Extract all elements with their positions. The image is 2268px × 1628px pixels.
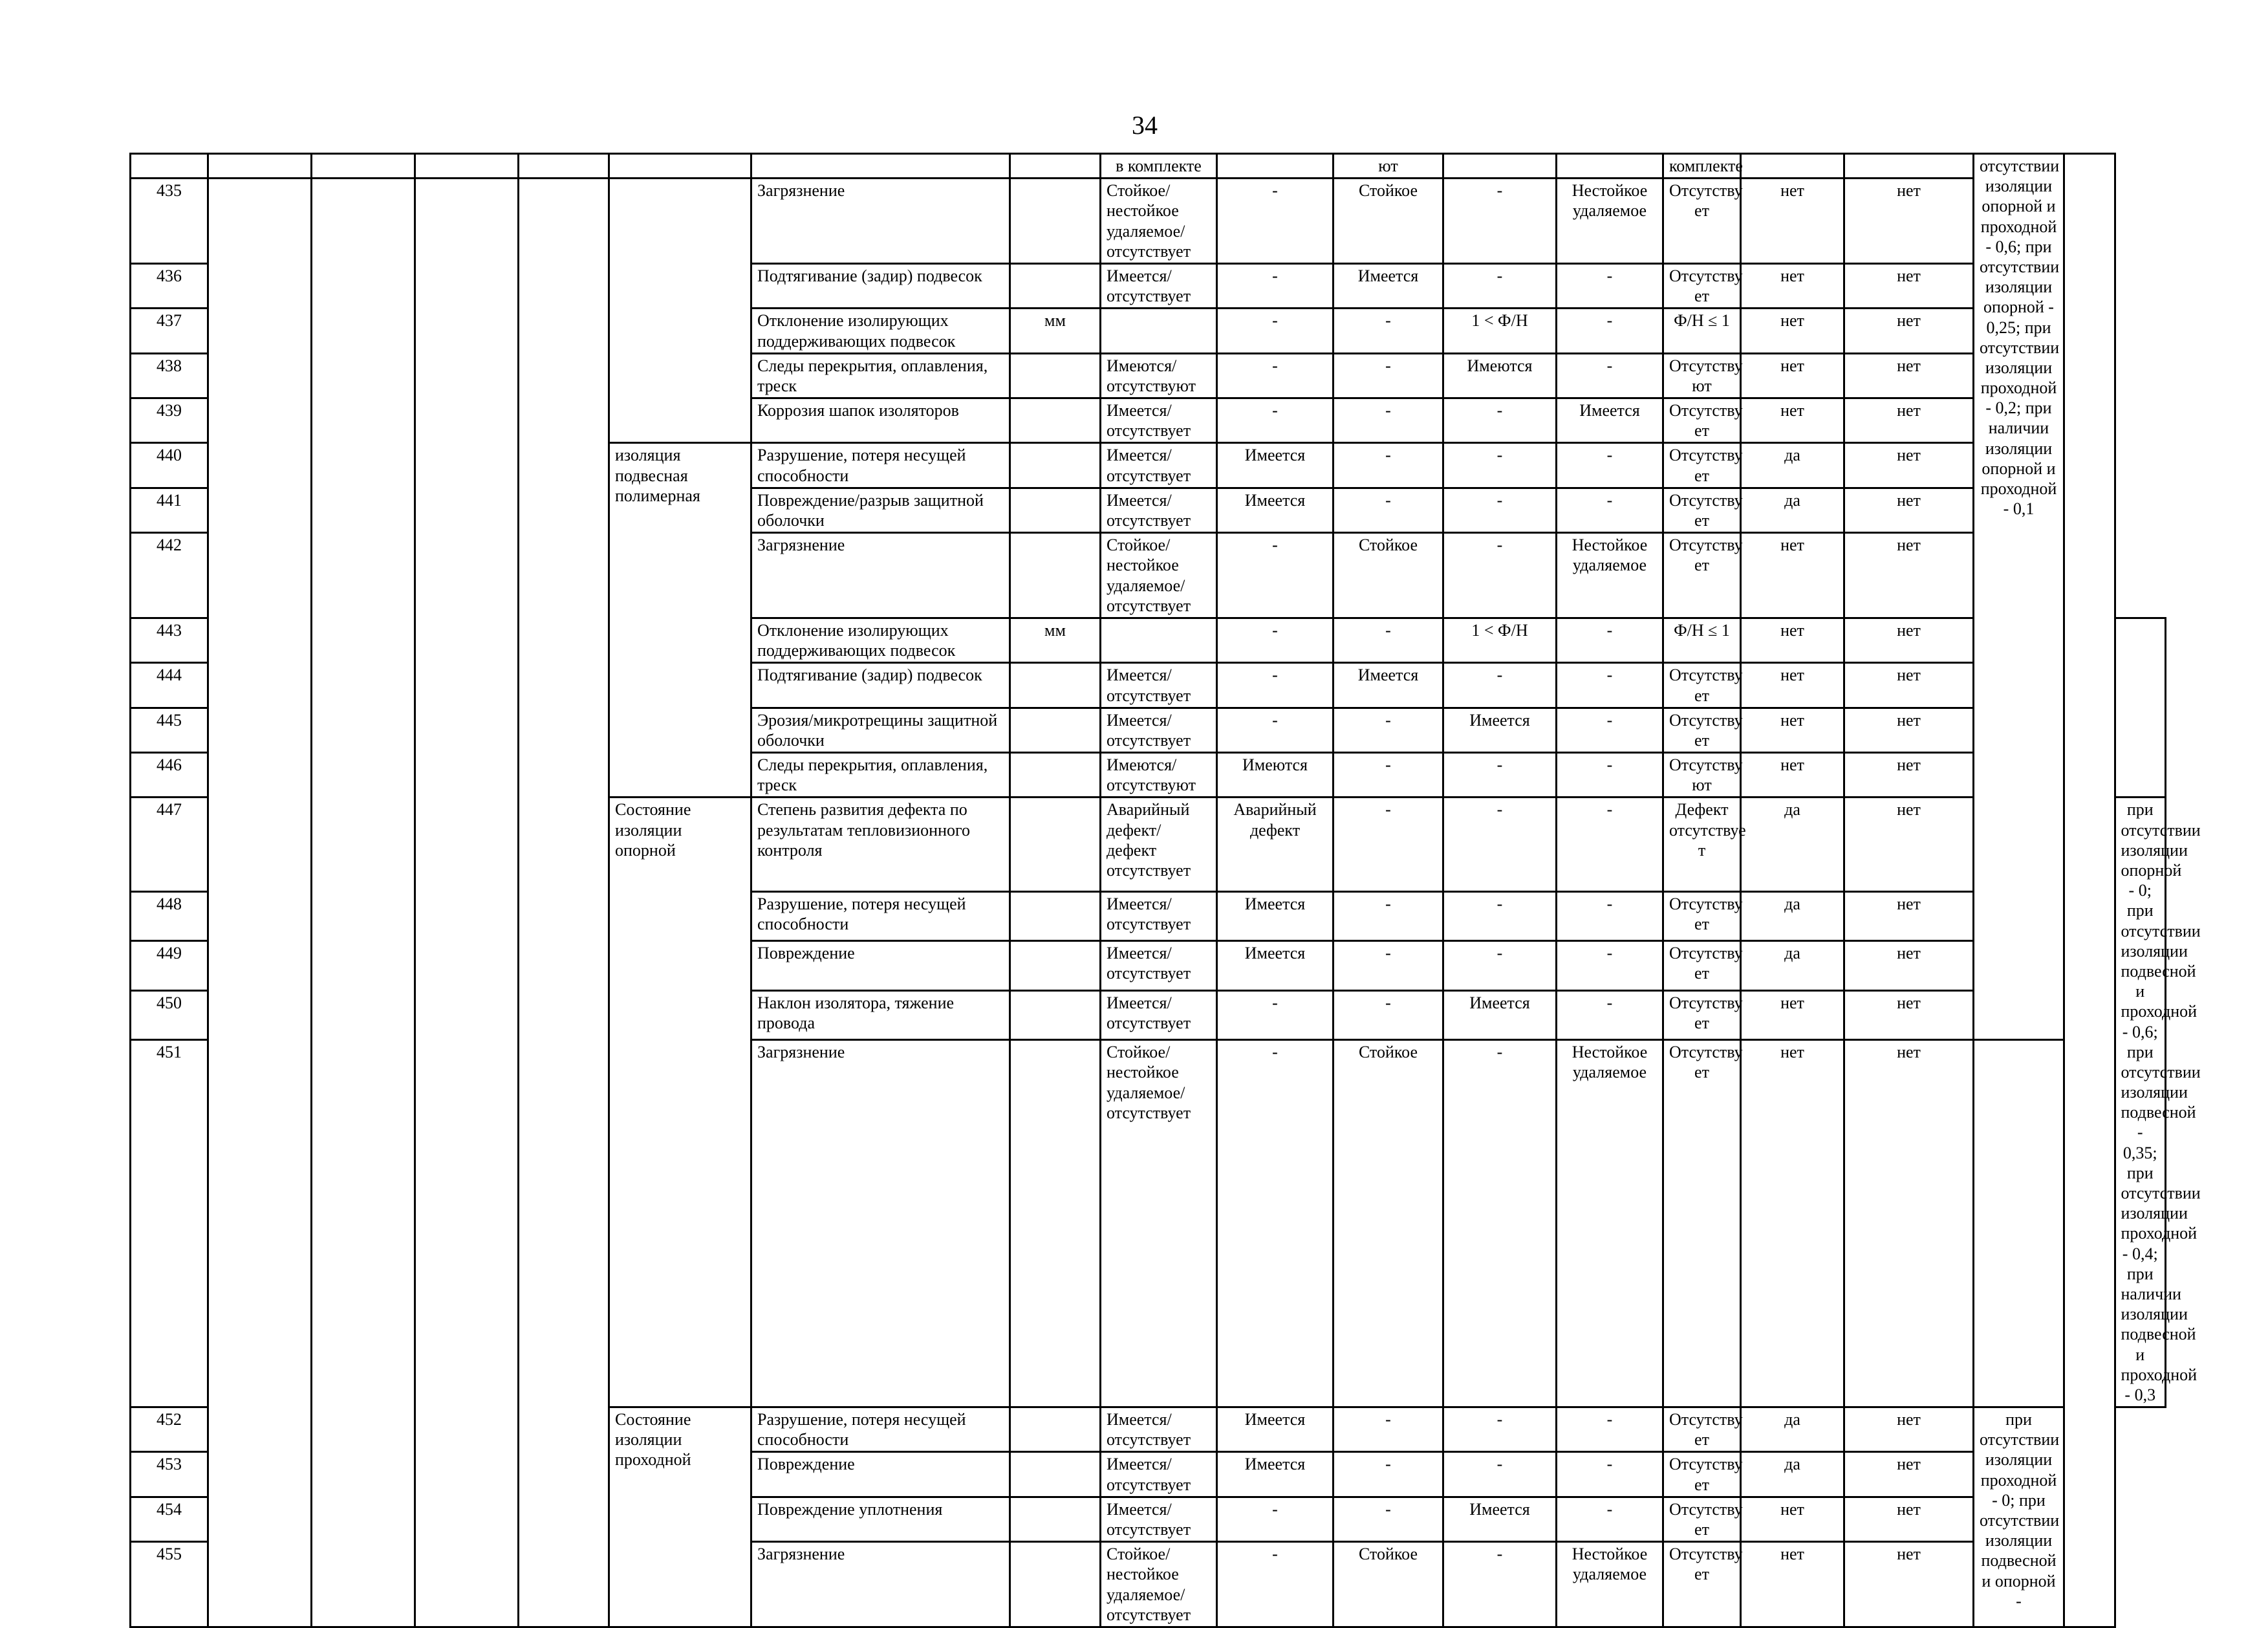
cell-c14: нет [1844,798,1974,891]
cell-c13: да [1741,443,1844,488]
cell-c8: Имеется [1217,488,1334,532]
cell-c10: - [1443,1407,1557,1452]
cell-c10: Имеется [1443,708,1557,752]
cell-c13: нет [1741,618,1844,662]
unit-cell [1010,398,1101,443]
unit-cell [1010,663,1101,708]
unit-cell [1010,990,1101,1039]
values-cell: Имеется/ отсутствует [1101,1452,1217,1497]
row-number: 439 [131,398,208,443]
cell-c12: Отсутству ет [1663,990,1741,1039]
cell-c14: нет [1844,663,1974,708]
values-cell: Имеется/ отсутствует [1101,891,1217,940]
cell-c12: Отсутству ют [1663,353,1741,398]
parameter-name: Загрязнение [751,1040,1010,1407]
cell-c9: - [1334,753,1443,798]
empty-column-3 [415,179,519,1627]
cell-c10: - [1443,533,1557,618]
cell-c9: Имеется [1334,263,1443,308]
cell-c14: нет [1844,533,1974,618]
cell-c14: нет [1844,1452,1974,1497]
unit-cell [1010,488,1101,532]
cell-c8: - [1217,708,1334,752]
cell-c8: - [1217,1497,1334,1541]
row-number: 445 [131,708,208,752]
cell-c14: нет [1844,179,1974,264]
cell-c14: нет [1844,990,1974,1039]
cell-c11: - [1557,663,1663,708]
cell-c8: - [1217,990,1334,1039]
cell-c10: - [1443,1452,1557,1497]
cell-c10: 1 < Ф/Н [1443,309,1557,353]
cell-c12: Отсутству ет [1663,1542,1741,1627]
row-number: 441 [131,488,208,532]
cell-c14: нет [1844,443,1974,488]
row-number: 454 [131,1497,208,1541]
unit-cell [1010,798,1101,891]
page-number: 34 [1132,111,1158,140]
cell-c8: - [1217,1040,1334,1407]
group-label-support: Состояние изоляции опорной [609,798,751,1407]
cell-c14: нет [1844,309,1974,353]
unit-cell [1010,353,1101,398]
cell-c13: нет [1741,753,1844,798]
cell-c11: Имеется [1557,398,1663,443]
cell-c13: нет [1741,1497,1844,1541]
parameter-name: Повреждение [751,941,1010,990]
cell-c11: Нестойкое удаляемое [1557,179,1663,264]
values-cell [1101,309,1217,353]
cell-c11: - [1557,753,1663,798]
empty-column-2 [312,179,415,1627]
unit-cell [1010,1452,1101,1497]
group-label-suspended-polymer: изоляция подвесная полимерная [609,443,751,798]
cell-c11: - [1557,1497,1663,1541]
parameter-name: Повреждение уплотнения [751,1497,1010,1541]
unit-cell [1010,753,1101,798]
cell-c8: Аварийный дефект [1217,798,1334,891]
cell-c8: Имеется [1217,941,1334,990]
cell-c9: - [1334,1452,1443,1497]
cell-c14: нет [1844,941,1974,990]
cell-c12: Отсутству ет [1663,891,1741,940]
cell-c13: да [1741,891,1844,940]
table-row [131,179,2166,264]
cell-c14: нет [1844,753,1974,798]
empty-column-4 [519,179,609,1627]
unit-cell [1010,708,1101,752]
cell-c13: нет [1741,398,1844,443]
cell-c8: Имеется [1217,443,1334,488]
cell-c9: - [1334,941,1443,990]
cell-c12: Отсутству ет [1663,1040,1741,1407]
note-cell-empty [2115,618,2166,798]
cell-c10: Имеется [1443,1497,1557,1541]
row-number: 452 [131,1407,208,1452]
cell-c9: Имеется [1334,663,1443,708]
row-number: 446 [131,753,208,798]
values-cell: Имеется/ отсутствует [1101,1407,1217,1452]
unit-cell [1010,533,1101,618]
parameter-name: Степень развития дефекта по результатам тепловизионного контроля [751,798,1010,891]
parameter-name: Разрушение, потеря несущей способности [751,443,1010,488]
values-cell: Имеется/ отсутствует [1101,1497,1217,1541]
cell-c11: - [1557,618,1663,662]
cell-c12: Отсутству ет [1663,443,1741,488]
values-cell: Имеется/ отсутствует [1101,488,1217,532]
cell-c14: нет [1844,1542,1974,1627]
cell-c13: да [1741,488,1844,532]
cell-c13: нет [1741,708,1844,752]
parameter-name: Коррозия шапок изоляторов [751,398,1010,443]
cell-c9: - [1334,309,1443,353]
parameter-name: Отклонение изолирующих поддерживающих подвесок [751,618,1010,662]
cell-c12: Дефект отсутствуе т [1663,798,1741,891]
unit-cell [1010,1542,1101,1627]
cell-c13: да [1741,798,1844,891]
cell-c9: Стойкое [1334,179,1443,264]
cell-c10: - [1443,179,1557,264]
cell-c8: Имеется [1217,1407,1334,1452]
cell-c12: Отсутству ет [1663,1452,1741,1497]
empty-last-column [2064,154,2115,1627]
parameter-name: Повреждение [751,1452,1010,1497]
cell-c8: - [1217,663,1334,708]
table-row-continuation [131,154,2166,179]
note-cell: при отсутствии изоляции опорной - 0; при отсутствии изоляции подвесной и проходной - 0,6; при отсутствии изоляции подвесной - 0,35; при отсутствии изоляции проходной - 0,4; при наличии изоляции подвесной и проходной - 0,3 [2115,798,2166,1407]
cell-c14: нет [1844,618,1974,662]
parameter-name: Загрязнение [751,1542,1010,1627]
values-cell: Аварийный дефект/ дефект отсутствует [1101,798,1217,891]
cell-c10: - [1443,891,1557,940]
cell-c13: да [1741,1407,1844,1452]
cell-c12: Отсутству ет [1663,1497,1741,1541]
unit-cell [1010,179,1101,264]
row-number: 448 [131,891,208,940]
cell-c9: - [1334,353,1443,398]
cell-c10: - [1443,1040,1557,1407]
cell-c12: Отсутству ет [1663,708,1741,752]
cell-c12: Отсутству ет [1663,533,1741,618]
group-cell-empty [609,179,751,443]
cell-c13: да [1741,941,1844,990]
cell-c9: ют [1334,154,1443,179]
row-number: 437 [131,309,208,353]
cell-c9: - [1334,891,1443,940]
cell-c14: нет [1844,891,1974,940]
values-cell: Стойкое/ нестойкое удаляемое/ отсутствует [1101,1040,1217,1407]
cell-c10: - [1443,398,1557,443]
cell-c13: да [1741,1452,1844,1497]
parameter-name: Наклон изолятора, тяжение провода [751,990,1010,1039]
cell-c12: Отсутству ет [1663,263,1741,308]
cell-c8: - [1217,353,1334,398]
cell-c8: - [1217,179,1334,264]
row-number: 451 [131,1040,208,1407]
defects-table [129,153,2201,1628]
cell-c8: Имеется [1217,891,1334,940]
cell-c9: Стойкое [1334,1542,1443,1627]
cell-c12: Отсутству ет [1663,488,1741,532]
cell-c10: 1 < Ф/Н [1443,618,1557,662]
note-cell: отсутствии изоляции опорной и проходной - 0,6; при отсутствии изоляции опорной - 0,25; при отсутствии изоляции проходной - 0,2; при наличии изоляции опорной и проходной - 0,1 [1974,154,2064,1040]
cell-c9: - [1334,1497,1443,1541]
cell-c14: нет [1844,1497,1974,1541]
cell-c13: нет [1741,353,1844,398]
cell-c8: - [1217,533,1334,618]
cell-c12: Отсутству ет [1663,941,1741,990]
parameter-name: Разрушение, потеря несущей способности [751,891,1010,940]
cell-c13: нет [1741,990,1844,1039]
cell-c9: - [1334,398,1443,443]
row-number: 444 [131,663,208,708]
cell-c11: - [1557,990,1663,1039]
cell-c14: нет [1844,488,1974,532]
cell-c13: нет [1741,533,1844,618]
cell-c9: - [1334,1407,1443,1452]
values-cell: Имеются/ отсутствуют [1101,353,1217,398]
parameter-name: Загрязнение [751,533,1010,618]
cell-c13: нет [1741,309,1844,353]
cell-c11: - [1557,891,1663,940]
empty-column-1 [208,179,312,1627]
cell-c11: - [1557,263,1663,308]
row-number: 442 [131,533,208,618]
cell-c12: Отсутству ют [1663,753,1741,798]
row-number: 450 [131,990,208,1039]
unit-cell [1010,263,1101,308]
cell-c13: нет [1741,1542,1844,1627]
cell-c8: Имеются [1217,753,1334,798]
note-cell: при отсутствии изоляции проходной - 0; при отсутствии изоляции подвесной и опорной - [1974,1407,2064,1627]
unit-cell [1010,1497,1101,1541]
parameter-name: Загрязнение [751,179,1010,264]
cell-c11: - [1557,708,1663,752]
parameter-name: Разрушение, потеря несущей способности [751,1407,1010,1452]
parameter-name: Подтягивание (задир) подвесок [751,663,1010,708]
cell-c14: нет [1844,353,1974,398]
cell-c10: - [1443,753,1557,798]
cell-c10: Имеется [1443,990,1557,1039]
values-cell: Имеется/ отсутствует [1101,443,1217,488]
cell-c10: - [1443,798,1557,891]
row-number: 440 [131,443,208,488]
cell-c11: Нестойкое удаляемое [1557,1040,1663,1407]
cell-c13: нет [1741,1040,1844,1407]
parameter-name: Подтягивание (задир) подвесок [751,263,1010,308]
cell-c10: Имеются [1443,353,1557,398]
values-cell: Стойкое/ нестойкое удаляемое/ отсутствует [1101,179,1217,264]
cell-c14: нет [1844,263,1974,308]
row-number: 455 [131,1542,208,1627]
cell-c12: Отсутству ет [1663,398,1741,443]
cell-c13: нет [1741,179,1844,264]
row-number: 453 [131,1452,208,1497]
cell-c12: Ф/Н ≤ 1 [1663,309,1741,353]
cell-c13: нет [1741,663,1844,708]
cell-c12: Ф/Н ≤ 1 [1663,618,1741,662]
row-number: 438 [131,353,208,398]
cell-c12: Отсутству ет [1663,179,1741,264]
values-cell [1101,618,1217,662]
group-label-bushing: Состояние изоляции проходной [609,1407,751,1627]
values-cell: Имеется/ отсутствует [1101,708,1217,752]
cell-c14: нет [1844,398,1974,443]
cell-c7: в комплекте [1101,154,1217,179]
cell-c8: - [1217,263,1334,308]
parameter-name: Следы перекрытия, оплавления, треск [751,353,1010,398]
values-cell: Имеется/ отсутствует [1101,263,1217,308]
unit-cell: мм [1010,618,1101,662]
cell-c11: Нестойкое удаляемое [1557,1542,1663,1627]
cell-c9: Стойкое [1334,533,1443,618]
unit-cell: мм [1010,309,1101,353]
cell-c10: - [1443,488,1557,532]
cell-c9: Стойкое [1334,1040,1443,1407]
cell-c14: нет [1844,1407,1974,1452]
parameter-name: Следы перекрытия, оплавления, треск [751,753,1010,798]
cell-c11: - [1557,1407,1663,1452]
unit-cell [1010,891,1101,940]
cell-c11: - [1557,353,1663,398]
cell-c10: - [1443,1542,1557,1627]
row-number: 449 [131,941,208,990]
values-cell: Стойкое/ нестойкое удаляемое/ отсутствует [1101,533,1217,618]
values-cell: Имеется/ отсутствует [1101,663,1217,708]
values-cell: Имеется/ отсутствует [1101,398,1217,443]
values-cell: Имеется/ отсутствует [1101,941,1217,990]
values-cell: Имеется/ отсутствует [1101,990,1217,1039]
cell-c13: нет [1741,263,1844,308]
cell-c12: Отсутству ет [1663,1407,1741,1452]
cell-c9: - [1334,798,1443,891]
cell-c8: - [1217,309,1334,353]
row-number: 436 [131,263,208,308]
row-number: 447 [131,798,208,891]
row-number: 443 [131,618,208,662]
parameter-name: Эрозия/микротрещины защитной оболочки [751,708,1010,752]
cell-c8: - [1217,398,1334,443]
cell-c10: - [1443,443,1557,488]
cell-c11: Нестойкое удаляемое [1557,533,1663,618]
cell-c11: - [1557,309,1663,353]
cell-c9: - [1334,488,1443,532]
values-cell: Имеются/ отсутствуют [1101,753,1217,798]
cell-c10: - [1443,663,1557,708]
cell-c11: - [1557,443,1663,488]
unit-cell [1010,443,1101,488]
values-cell: Стойкое/ нестойкое удаляемое/ отсутствует [1101,1542,1217,1627]
parameter-name: Отклонение изолирующих поддерживающих подвесок [751,309,1010,353]
cell-c8: - [1217,1542,1334,1627]
cell-c9: - [1334,708,1443,752]
cell-c14: нет [1844,1040,1974,1407]
cell-c12: комплекте [1663,154,1741,179]
cell-c10: - [1443,263,1557,308]
cell-c10: - [1443,941,1557,990]
unit-cell [1010,1407,1101,1452]
unit-cell [1010,941,1101,990]
cell-c12: Отсутству ет [1663,663,1741,708]
cell-c8: - [1217,618,1334,662]
cell-c14: нет [1844,708,1974,752]
row-number: 435 [131,179,208,264]
parameter-name: Повреждение/разрыв защитной оболочки [751,488,1010,532]
cell-c11: - [1557,488,1663,532]
cell-c9: - [1334,990,1443,1039]
cell-c11: - [1557,1452,1663,1497]
cell-c9: - [1334,618,1443,662]
cell-c9: - [1334,443,1443,488]
cell-c11: - [1557,798,1663,891]
cell-c8: Имеется [1217,1452,1334,1497]
unit-cell [1010,1040,1101,1407]
cell-c11: - [1557,941,1663,990]
